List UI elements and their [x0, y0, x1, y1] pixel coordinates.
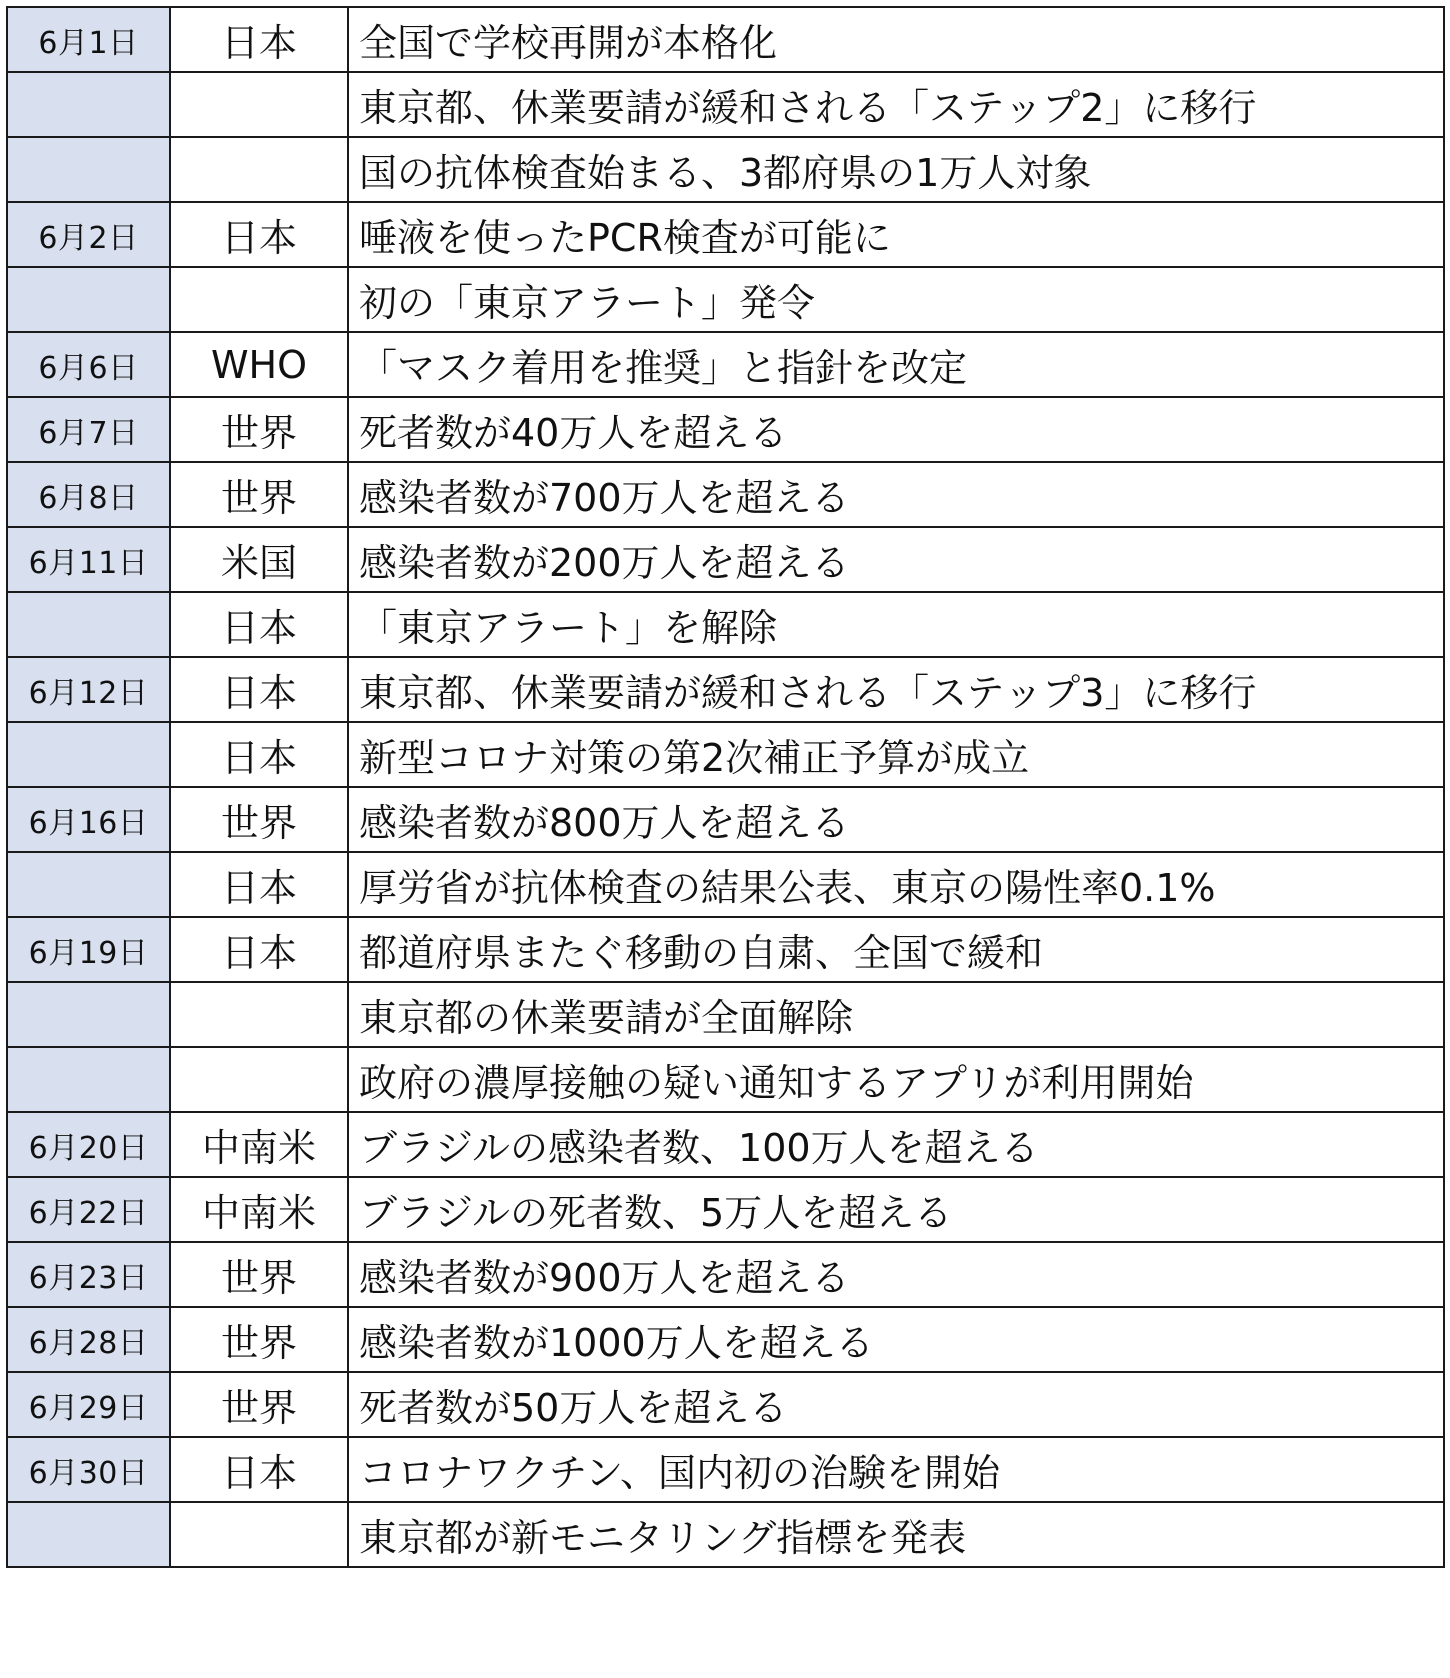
date-cell: [7, 852, 170, 917]
table-row: [7, 852, 1444, 917]
date-cell: 6月6日: [7, 332, 170, 397]
date-cell: 6月7日: [7, 397, 170, 462]
date-cell: 6月11日: [7, 527, 170, 592]
date-cell: [7, 267, 170, 332]
region-cell: 中南米: [170, 1177, 348, 1242]
table-row: [7, 592, 1444, 657]
date-cell: [7, 1047, 170, 1112]
table-row: [7, 787, 1444, 852]
table-row: [7, 527, 1444, 592]
table-row: [7, 1177, 1444, 1242]
event-cell: 感染者数が900万人を超える: [348, 1242, 1444, 1307]
table-row: [7, 1502, 1444, 1567]
event-cell: 「マスク着用を推奨」と指針を改定: [348, 332, 1444, 397]
date-cell: 6月12日: [7, 657, 170, 722]
event-cell: 感染者数が1000万人を超える: [348, 1307, 1444, 1372]
table-row: [7, 267, 1444, 332]
date-cell: 6月19日: [7, 917, 170, 982]
date-cell: [7, 137, 170, 202]
event-cell: 政府の濃厚接触の疑い通知するアプリが利用開始: [348, 1047, 1444, 1112]
event-cell: 全国で学校再開が本格化: [348, 7, 1444, 72]
region-cell: 日本: [170, 202, 348, 267]
region-cell: 世界: [170, 787, 348, 852]
region-cell: [170, 72, 348, 137]
table-row: [7, 917, 1444, 982]
event-cell: ブラジルの死者数、5万人を超える: [348, 1177, 1444, 1242]
event-cell: 初の「東京アラート」発令: [348, 267, 1444, 332]
region-cell: 世界: [170, 462, 348, 527]
event-cell: 東京都、休業要請が緩和される「ステップ2」に移行: [348, 72, 1444, 137]
region-cell: 米国: [170, 527, 348, 592]
date-cell: 6月1日: [7, 7, 170, 72]
table-row: [7, 1047, 1444, 1112]
region-cell: WHO: [170, 332, 348, 397]
date-cell: [7, 592, 170, 657]
event-cell: 厚労省が抗体検査の結果公表、東京の陽性率0.1%: [348, 852, 1444, 917]
region-cell: 世界: [170, 1307, 348, 1372]
region-cell: [170, 267, 348, 332]
table-row: [7, 332, 1444, 397]
table-row: [7, 1372, 1444, 1437]
date-cell: 6月22日: [7, 1177, 170, 1242]
table-row: [7, 722, 1444, 787]
event-cell: 「東京アラート」を解除: [348, 592, 1444, 657]
event-cell: 感染者数が700万人を超える: [348, 462, 1444, 527]
table-row: [7, 397, 1444, 462]
table-row: [7, 1242, 1444, 1307]
table-row: [7, 982, 1444, 1047]
date-cell: 6月8日: [7, 462, 170, 527]
event-cell: 死者数が40万人を超える: [348, 397, 1444, 462]
date-cell: [7, 722, 170, 787]
event-cell: ブラジルの感染者数、100万人を超える: [348, 1112, 1444, 1177]
region-cell: 中南米: [170, 1112, 348, 1177]
region-cell: 日本: [170, 722, 348, 787]
region-cell: 世界: [170, 397, 348, 462]
timeline-body: [7, 7, 1444, 1567]
date-cell: 6月20日: [7, 1112, 170, 1177]
timeline-table: [6, 6, 1445, 1568]
date-cell: [7, 72, 170, 137]
table-row: [7, 137, 1444, 202]
event-cell: コロナワクチン、国内初の治験を開始: [348, 1437, 1444, 1502]
region-cell: [170, 137, 348, 202]
date-cell: [7, 982, 170, 1047]
event-cell: 唾液を使ったPCR検査が可能に: [348, 202, 1444, 267]
event-cell: 東京都の休業要請が全面解除: [348, 982, 1444, 1047]
date-cell: 6月28日: [7, 1307, 170, 1372]
region-cell: 世界: [170, 1372, 348, 1437]
region-cell: 日本: [170, 917, 348, 982]
date-cell: 6月23日: [7, 1242, 170, 1307]
region-cell: [170, 1502, 348, 1567]
table-row: [7, 1307, 1444, 1372]
event-cell: 東京都、休業要請が緩和される「ステップ3」に移行: [348, 657, 1444, 722]
date-cell: [7, 1502, 170, 1567]
table-row: [7, 1112, 1444, 1177]
event-cell: 東京都が新モニタリング指標を発表: [348, 1502, 1444, 1567]
event-cell: 感染者数が200万人を超える: [348, 527, 1444, 592]
region-cell: 日本: [170, 1437, 348, 1502]
event-cell: 都道府県またぐ移動の自粛、全国で緩和: [348, 917, 1444, 982]
date-cell: 6月29日: [7, 1372, 170, 1437]
region-cell: [170, 1047, 348, 1112]
event-cell: 国の抗体検査始まる、3都府県の1万人対象: [348, 137, 1444, 202]
table-row: [7, 462, 1444, 527]
region-cell: 日本: [170, 657, 348, 722]
table-row: [7, 7, 1444, 72]
date-cell: 6月2日: [7, 202, 170, 267]
event-cell: 感染者数が800万人を超える: [348, 787, 1444, 852]
table-row: [7, 202, 1444, 267]
region-cell: 日本: [170, 592, 348, 657]
table-row: [7, 657, 1444, 722]
event-cell: 死者数が50万人を超える: [348, 1372, 1444, 1437]
event-cell: 新型コロナ対策の第2次補正予算が成立: [348, 722, 1444, 787]
table-row: [7, 1437, 1444, 1502]
region-cell: [170, 982, 348, 1047]
date-cell: 6月16日: [7, 787, 170, 852]
date-cell: 6月30日: [7, 1437, 170, 1502]
region-cell: 日本: [170, 7, 348, 72]
region-cell: 日本: [170, 852, 348, 917]
region-cell: 世界: [170, 1242, 348, 1307]
table-row: [7, 72, 1444, 137]
